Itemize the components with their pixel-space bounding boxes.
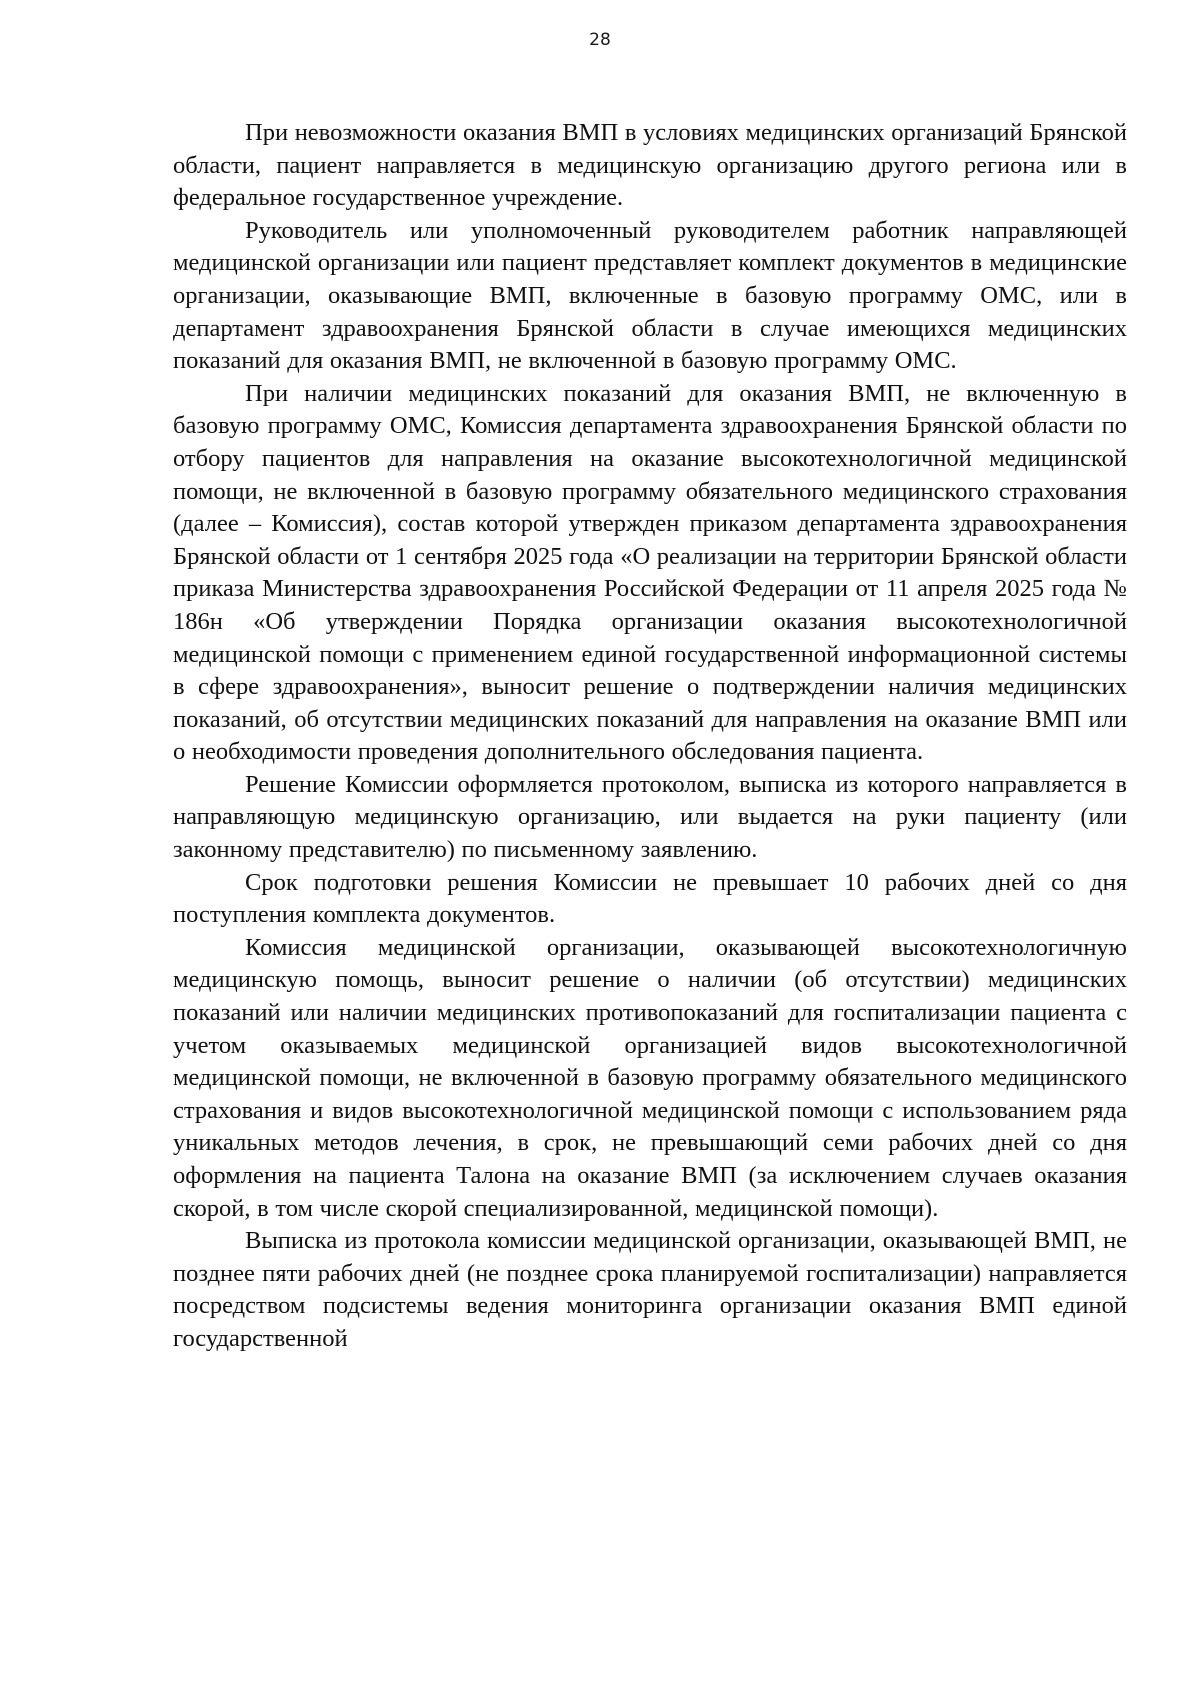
document-body: [173, 117, 1127, 1356]
page-number: 28: [589, 30, 611, 50]
paragraph-vmp-other-region: При невозможности оказания ВМП в условиях медицинских организаций Брянской области, пациент направляется в медицинскую организацию другого региона или в федеральное государственное учреждение.: [173, 119, 1127, 212]
paragraph-decision-deadline: Срок подготовки решения Комиссии не превышает 10 рабочих дней со дня поступления комплекта документов.: [173, 868, 1127, 929]
paragraph-organization-commission: Комиссия медицинской организации, оказывающей высокотехнологичную медицинскую помощь, выносит решение о наличии (об отсутствии) медицинских показаний или наличии медицинских противопоказаний для госпитализации пациента с учетом оказываемых медицинской организацией видов высокотехнологичной медицинской помощи, не включенной в базовую программу обязательного медицинского страхования и видов высокотехнологичной медицинской помощи с использованием ряда уникальных методов лечения, в срок, не превышающий семи рабочих дней со дня оформления на пациента Талона на оказание ВМП (за исключением случаев оказания скорой, в том числе скорой специализированной, медицинской помощи).: [173, 933, 1127, 1222]
paragraph-commission-protocol: Решение Комиссии оформляется протоколом, выписка из которого направляется в направляющую медицинскую организацию, или выдается на руки пациенту (или законному представителю) по письменному заявлению.: [173, 770, 1127, 864]
paragraph-protocol-extract: Выписка из протокола комиссии медицинской организации, оказывающей ВМП, не позднее пяти рабочих дней (не позднее срока планируемой госпитализации) направляется посредством подсистемы ведения мониторинга организации оказания ВМП единой государственной: [173, 1227, 1127, 1352]
paragraph-document-package: Руководитель или уполномоченный руководителем работник направляющей медицинской организации или пациент представляет комплект документов в медицинские организации, оказывающие ВМП, включенные в базовую программу ОМС, или в департамент здравоохранения Брянской области в случае имеющихся медицинских показаний для оказания ВМП, не включенной в базовую программу ОМС.: [173, 216, 1127, 375]
paragraph-commission-decision: При наличии медицинских показаний для оказания ВМП, не включенную в базовую программу ОМС, Комиссия департамента здравоохранения Брянской области по отбору пациентов для направления на оказание высокотехнологичной медицинской помощи, не включенной в базовую программу обязательного медицинского страхования (далее – Комиссия), состав которой утвержден приказом департамента здравоохранения Брянской области от 1 сентября 2025 года «О реализации на территории Брянской области приказа Министерства здравоохранения Российской Федерации от 11 апреля 2025 года № 186н «Об утверждении Порядка организации оказания высокотехнологичной медицинской помощи с применением единой государственной информационной системы в сфере здравоохранения», выносит решение о подтверждении наличия медицинских показаний, об отсутствии медицинских показаний для направления на оказание ВМП или о необходимости проведения дополнительного обследования пациента.: [173, 379, 1127, 766]
